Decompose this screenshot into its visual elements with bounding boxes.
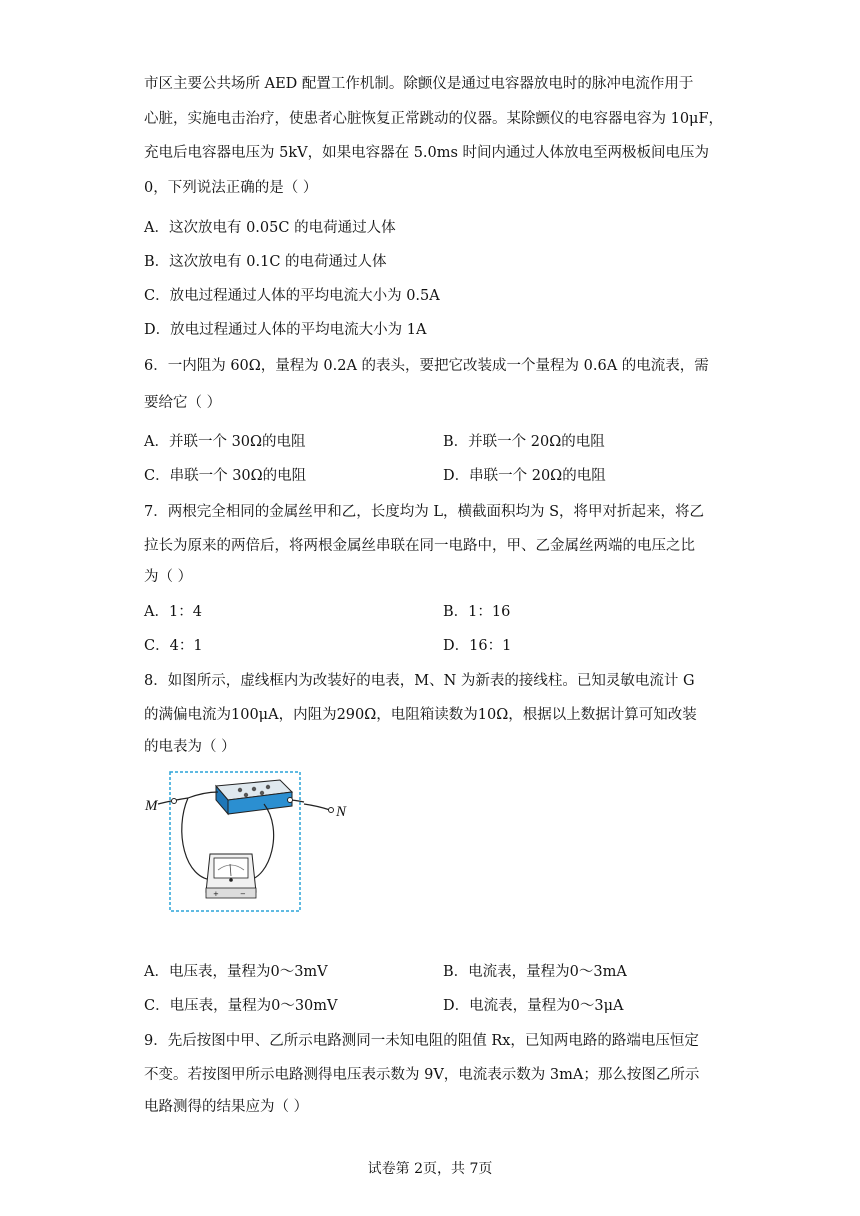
q8-option-c[interactable]: C．电压表，量程为0～30mV: [144, 998, 338, 1014]
terminal-junction: [288, 798, 293, 803]
q6-line-1: 6．一内阻为 60Ω，量程为 0.2A 的表头，要把它改装成一个量程为 0.6A 的电流表，需: [144, 358, 709, 374]
q5-line-1: 市区主要公共场所 AED 配置工作机制。除颤仪是通过电容器放电时的脉冲电流作用于: [144, 76, 694, 92]
q6-line-2: 要给它（ ）: [144, 395, 222, 411]
q8-option-a[interactable]: A．电压表，量程为0～3mV: [144, 964, 328, 980]
resistor-knob-4: [244, 793, 248, 797]
q8-line-2: 的满偏电流为100μA，内阻为290Ω，电阻箱读数为10Ω，根据以上数据计算可知改装: [144, 707, 697, 723]
q7-line-3: 为（ ）: [144, 569, 193, 585]
q9-line-3: 电路测得的结果应为（ ）: [144, 1099, 309, 1115]
q9-line-2: 不变。若按图甲所示电路测得电压表示数为 9V，电流表示数为 3mA；那么按图乙所示: [144, 1067, 700, 1083]
plus-terminal-icon: +: [213, 890, 219, 898]
terminal-n[interactable]: [329, 808, 334, 813]
q7-option-b[interactable]: B．1：16: [443, 604, 511, 620]
q5-option-d[interactable]: D．放电过程通过人体的平均电流大小为 1A: [144, 322, 427, 338]
q8-option-d[interactable]: D．电流表，量程为0～3μA: [443, 998, 624, 1014]
q6-option-d[interactable]: D．串联一个 20Ω的电阻: [443, 468, 606, 484]
q5-line-4: 0，下列说法正确的是（ ）: [144, 180, 318, 196]
q5-line-3: 充电后电容器电压为 5kV，如果电容器在 5.0ms 时间内通过人体放电至两极板间电压为: [144, 145, 710, 161]
q7-option-c[interactable]: C．4：1: [144, 638, 203, 654]
q5-option-a[interactable]: A．这次放电有 0.05C 的电荷通过人体: [144, 220, 396, 236]
q6-option-b[interactable]: B．并联一个 20Ω的电阻: [443, 434, 605, 450]
q5-option-c[interactable]: C．放电过程通过人体的平均电流大小为 0.5A: [144, 288, 440, 304]
q7-option-d[interactable]: D．16：1: [443, 638, 512, 654]
q8-line-3: 的电表为（ ）: [144, 739, 236, 755]
page-footer: 试卷第 2页，共 7页: [367, 1161, 493, 1177]
resistor-knob-3: [266, 785, 270, 789]
q8-line-1: 8．如图所示，虚线框内为改装好的电表，M、N 为新表的接线柱。已知灵敏电流计 G: [144, 673, 695, 689]
q7-option-a[interactable]: A．1：4: [144, 604, 202, 620]
q7-line-2: 拉长为原来的两倍后，将两根金属丝串联在同一电路中，甲、乙金属丝两端的电压之比: [144, 538, 695, 554]
q5-line-2: 心脏，实施电击治疗，使患者心脏恢复正常跳动的仪器。某除颤仪的电容器电容为 10μF，: [144, 111, 724, 127]
terminal-m-label: M: [145, 798, 158, 814]
terminal-m[interactable]: [172, 799, 177, 804]
q8-option-b[interactable]: B．电流表，量程为0～3mA: [443, 964, 627, 980]
q9-line-1: 9．先后按图中甲、乙所示电路测同一未知电阻的阻值 Rx，已知两电路的路端电压恒定: [144, 1033, 699, 1049]
wire-to-n: [300, 796, 338, 816]
q6-option-c[interactable]: C．串联一个 30Ω的电阻: [144, 468, 307, 484]
resistor-knob-5: [260, 791, 264, 795]
q5-option-b[interactable]: B．这次放电有 0.1C 的电荷通过人体: [144, 254, 387, 270]
galvanometer-pivot: [229, 878, 233, 882]
q8-circuit-figure: [144, 770, 306, 914]
resistor-knob-1: [238, 788, 242, 792]
resistor-knob-2: [252, 787, 256, 791]
q7-line-1: 7．两根完全相同的金属丝甲和乙，长度均为 L，横截面积均为 S，将甲对折起来，将乙: [144, 504, 705, 520]
q6-option-a[interactable]: A．并联一个 30Ω的电阻: [144, 434, 306, 450]
minus-terminal-icon: −: [240, 890, 246, 898]
wire-left-to-box: [188, 792, 218, 798]
terminal-n-text: N: [336, 804, 347, 820]
